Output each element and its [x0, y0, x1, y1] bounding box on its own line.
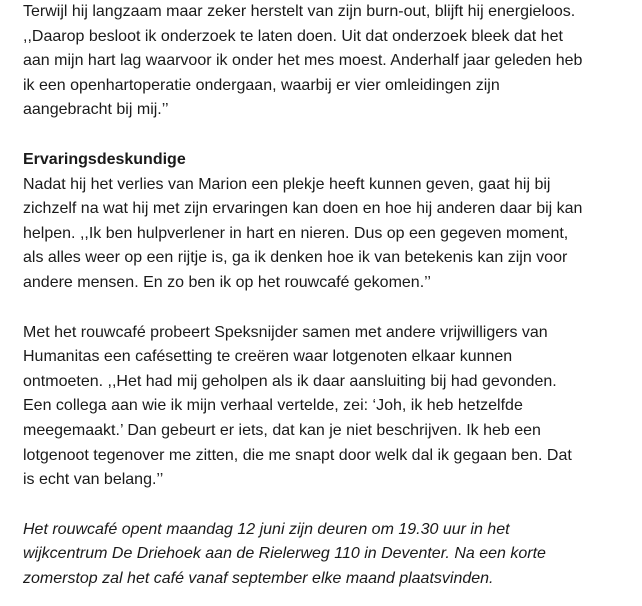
text-line: ,,Daarop besloot ik onderzoek te laten doen. Uit dat onderzoek bleek dat het: [23, 27, 563, 45]
section-heading: Ervaringsdeskundige: [23, 150, 186, 168]
text-line: meegemaakt.’ Dan gebeurt er iets, dat kan je niet beschrijven. Ik heb een: [23, 421, 541, 439]
text-line: wijkcentrum De Driehoek aan de Rielerweg 110 in Deventer. Na een korte: [23, 545, 546, 563]
text-line: Nadat hij het verlies van Marion een plekje heeft kunnen geven, gaat hij bij: [23, 175, 551, 193]
text-line: is echt van belang.’’: [23, 471, 164, 489]
paragraph-rouwcafe: [23, 321, 635, 493]
text-line: zichzelf na wat hij met zijn ervaringen kan doen en hoe hij anderen daar bij kan: [23, 200, 583, 218]
text-line: Met het rouwcafé probeert Speksnijder samen met andere vrijwilligers van: [23, 323, 548, 341]
text-line: aan mijn hart lag waarvoor ik onder het mes moest. Anderhalf jaar geleden heb: [23, 52, 583, 70]
text-line: Terwijl hij langzaam maar zeker herstelt van zijn burn-out, blijft hij energieloos.: [23, 3, 576, 20]
text-line: andere mensen. En zo ben ik op het rouwcafé gekomen.’’: [23, 273, 431, 291]
text-line: ontmoeten. ,,Het had mij geholpen als ik daar aansluiting bij had gevonden.: [23, 372, 557, 390]
text-line: aangebracht bij mij.’’: [23, 101, 169, 119]
text-line: zomerstop zal het café vanaf september elke maand plaatsvinden.: [23, 569, 494, 587]
article-body: [23, 0, 635, 591]
text-line: ik een openhartoperatie ondergaan, waarbij er vier omleidingen zijn: [23, 76, 500, 94]
text-line: Het rouwcafé opent maandag 12 juni zijn deuren om 19.30 uur in het: [23, 520, 510, 538]
text-line: helpen. ,,Ik ben hulpverlener in hart en nieren. Dus op een gegeven moment,: [23, 224, 569, 242]
paragraph-experience: [23, 173, 635, 296]
text-line: Een collega aan wie ik mijn verhaal vertelde, zei: ‘Joh, ik heb hetzelfde: [23, 397, 523, 415]
text-line: lotgenoot tegenover me zitten, die me snapt door welk dal ik gegaan ben. Dat: [23, 446, 572, 464]
text-line: als alles weer op een rijtje is, ga ik denken hoe ik van betekenis kan zijn voor: [23, 249, 568, 267]
paragraph-burnout: [23, 0, 635, 123]
paragraph-event-info: [23, 518, 635, 592]
text-line: Humanitas een cafésetting te creëren waar lotgenoten elkaar kunnen: [23, 348, 513, 366]
